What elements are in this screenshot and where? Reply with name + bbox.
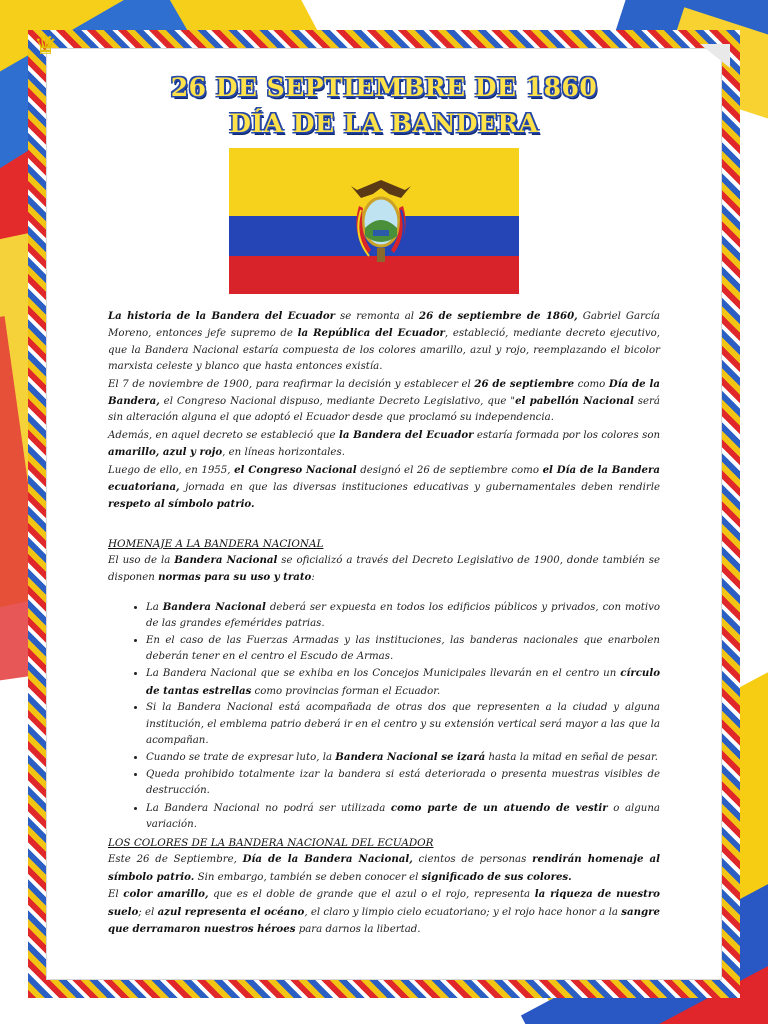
list-item: [146, 599, 660, 633]
text-run: El: [108, 889, 124, 901]
emphasis-text: normas para su uso y trato: [158, 571, 312, 584]
intro-paragraphs: [108, 308, 660, 514]
paragraph: [108, 376, 660, 427]
emphasis-text: La historia de la Bandera del Ecuador: [108, 310, 335, 322]
text-run: En el caso de las Fuerzas Armadas y las instituciones, las banderas nacionales que enarbolen deberán tener en el centro el Escudo de Armas.: [146, 634, 660, 662]
emphasis-text: la riqueza de nuestro suelo: [108, 888, 660, 918]
emphasis-text: Bandera Nacional: [162, 600, 266, 613]
emphasis-text: respeto al símbolo patrio.: [108, 498, 255, 511]
text-run: el Congreso Nacional dispuso, mediante Decreto Legislativo, que ": [159, 396, 516, 408]
title-line-2: DÍA DE LA BANDERA: [229, 109, 539, 138]
section-intro-paragraph: [108, 552, 660, 587]
paper-clip-icon: ♛: [34, 31, 58, 61]
rules-list: [108, 599, 660, 834]
text-run: Si la Bandera Nacional está acompañada de otras dos que representen a la ciudad y alguna institución, el emblema patrio deberá ir en el centro y su extensión vertical será mayor a las que la acompañan.: [146, 702, 660, 746]
list-item: [146, 633, 660, 666]
paragraph: [108, 851, 660, 886]
text-run: Este 26 de Septiembre,: [108, 854, 243, 866]
list-item: [146, 665, 660, 700]
text-run: estaría formada por los colores son: [473, 429, 661, 441]
text-run: o alguna variación.: [146, 802, 660, 830]
text-run: Gabriel García Moreno, entonces jefe supremo de: [108, 311, 660, 340]
text-run: designó el 26 de septiembre como: [356, 464, 543, 476]
text-run: se oficializó a través del Decreto Legislativo de 1900, donde también se disponen: [108, 554, 661, 584]
spacer: [108, 587, 660, 599]
emphasis-text: el Día de la Bandera ecuatoriana,: [108, 463, 660, 494]
emphasis-text: 26 de septiembre: [474, 377, 575, 390]
list-item: [146, 800, 660, 834]
text-run: Sin embargo, también se deben conocer el: [194, 871, 422, 883]
text-run: La Bandera Nacional que se exhiba en los Concejos Municipales llevarán en el centro un: [146, 668, 621, 680]
emphasis-text: Bandera Nacional se izará: [335, 751, 486, 764]
emphasis-text: 26 de septiembre de 1860,: [419, 310, 578, 322]
paragraph: [108, 308, 660, 376]
emphasis-text: Día de la Bandera Nacional,: [242, 853, 413, 866]
text-run: La Bandera Nacional no podrá ser utilizada: [146, 802, 391, 814]
text-run: como: [574, 378, 609, 390]
text-run: El 7 de noviembre de 1900, para reafirmar la decisión y establecer el: [108, 378, 475, 390]
emphasis-text: el Congreso Nacional: [234, 463, 357, 476]
text-run: para darnos la libertad.: [295, 924, 421, 935]
paragraph: [108, 427, 660, 462]
emphasis-text: como parte de un atuendo de vestir: [390, 801, 608, 814]
text-run: que es el doble de grande que el azul o el rojo, representa: [208, 889, 535, 901]
text-run: :: [311, 572, 315, 584]
colors-paragraphs: [108, 851, 660, 938]
text-run: , estableció, mediante decreto ejecutivo, que la Bandera Nacional estaría compuesta de los colores amarillo, azul y rojo, reemplazando el bicolor marxista celeste y blanco que hasta entonces existía.: [108, 328, 660, 373]
emphasis-text: Día de la Bandera,: [108, 377, 661, 408]
text-run: deberá ser expuesta en todos los edificios públicos y privados, con motivo de las grandes efemérides patrias.: [146, 601, 660, 630]
list-item: [146, 767, 660, 800]
page-title: [108, 70, 660, 142]
ecuador-flag-image: [229, 148, 519, 294]
emphasis-text: rendirán homenaje al símbolo patrio.: [108, 853, 660, 883]
emphasis-text: el pabellón Nacional: [515, 395, 634, 408]
text-run: La: [146, 601, 163, 613]
emphasis-text: amarillo, azul y rojo: [108, 446, 223, 459]
text-run: será sin alteración alguna el que adoptó el Ecuador desde que proclamó su independencia.: [108, 396, 660, 424]
emphasis-text: significado de sus colores.: [421, 870, 572, 883]
emphasis-text: círculo de tantas estrellas: [146, 667, 660, 697]
text-run: hasta la mitad en señal de pesar.: [485, 752, 658, 764]
text-run: como provincias forman el Ecuador.: [251, 685, 441, 697]
text-run: , el claro y limpio cielo ecuatoriano; y el rojo hace honor a la: [304, 906, 622, 918]
text-run: jornada en que las diversas instituciones educativas y gubernamentales deben rendirle: [179, 482, 660, 494]
list-item: [146, 700, 660, 749]
section-heading-colores: LOS COLORES DE LA BANDERA NACIONAL DEL ECUADOR: [108, 837, 434, 850]
text-run: Queda prohibido totalmente izar la bandera si está deteriorada o presenta muestras visibles de destrucción.: [146, 768, 660, 797]
spacer: [108, 514, 660, 526]
body-text: [108, 308, 660, 938]
page-curl-icon: [700, 44, 730, 68]
text-run: , en líneas horizontales.: [222, 447, 345, 459]
emphasis-text: azul representa el océano: [157, 905, 305, 918]
paragraph: [108, 886, 660, 938]
emphasis-text: Bandera Nacional: [174, 553, 278, 566]
text-run: Cuando se trate de expresar luto, la: [146, 752, 336, 764]
list-item: [146, 749, 660, 766]
paragraph: [108, 462, 660, 514]
emphasis-text: la Bandera del Ecuador: [338, 428, 474, 441]
section-heading-homenaje: HOMENAJE A LA BANDERA NACIONAL: [108, 537, 324, 550]
coat-of-arms-icon: [347, 176, 415, 272]
text-run: El uso de la: [108, 554, 175, 566]
text-run: Luego de ello, en 1955,: [108, 464, 235, 476]
title-line-1: 26 DE SEPTIEMBRE DE 1860: [170, 73, 598, 102]
emphasis-text: la República del Ecuador: [297, 327, 445, 340]
emphasis-text: sangre que derramaron nuestros héroes: [108, 905, 660, 935]
text-run: se remonta al: [335, 311, 420, 322]
text-run: cientos de personas: [412, 854, 533, 866]
document-content: [108, 70, 660, 938]
text-run: ; el: [138, 906, 158, 918]
text-run: Además, en aquel decreto se estableció que: [108, 429, 339, 441]
emphasis-text: color amarillo,: [123, 888, 209, 901]
